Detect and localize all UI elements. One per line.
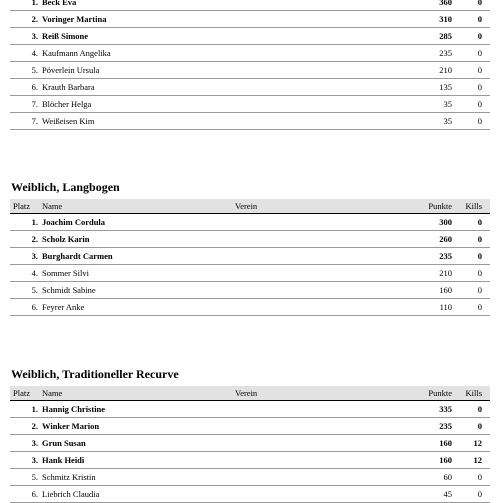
column-header-points: Punkte [428, 201, 452, 211]
section-title: Weiblich, Langbogen [11, 180, 120, 194]
table-row: 5. Pöverlein Ursula 210 0 [10, 62, 490, 79]
table-row: 4. Sommer Silvi 210 0 [10, 265, 490, 282]
results-table-traditional-recurve [10, 386, 490, 503]
column-header-points: Punkte [428, 388, 452, 398]
table-row: 5. Schmidt Sabine 160 0 [10, 282, 490, 299]
table-row: 4. Kaufmann Angelika 235 0 [10, 45, 490, 62]
section-title: Weiblich, Traditioneller Recurve [11, 367, 179, 381]
table-row: 6. Feyrer Anke 110 0 [10, 299, 490, 316]
table-row: 3. Grun Susan 160 12 [10, 435, 490, 452]
table-row: 5. Schmitz Kristin 60 0 [10, 469, 490, 486]
table-row: 7. Blöcher Helga 35 0 [10, 96, 490, 113]
column-header-rank: Platz [13, 388, 30, 398]
table-row: 6. Liebrich Claudia 45 0 [10, 486, 490, 503]
column-header-club: Verein [235, 201, 258, 211]
column-header-kills: Kills [465, 388, 482, 398]
table-header [10, 386, 490, 401]
results-table-top [10, 0, 490, 130]
column-header-kills: Kills [465, 201, 482, 211]
table-row: 3. Burghardt Carmen 235 0 [10, 248, 490, 265]
table-row: 6. Krauth Barbara 135 0 [10, 79, 490, 96]
table-row: 2. Voringer Martina 310 0 [10, 11, 490, 28]
column-header-name: Name [42, 201, 63, 211]
table-header [10, 199, 490, 214]
results-table-langbogen [10, 199, 490, 316]
table-row: 3. Reiß Simone 285 0 [10, 28, 490, 45]
table-row: 2. Winker Marion 235 0 [10, 418, 490, 435]
column-header-rank: Platz [13, 201, 30, 211]
table-row: 7. Weißeisen Kim 35 0 [10, 113, 490, 130]
column-header-name: Name [42, 388, 63, 398]
table-row: 1. Beck Eva 360 0 [10, 0, 490, 11]
column-header-club: Verein [235, 388, 258, 398]
results-rows [10, 0, 490, 130]
table-row: 1. Hannig Christine 335 0 [10, 401, 490, 418]
table-row: 2. Scholz Karin 260 0 [10, 231, 490, 248]
table-row: 1. Joachim Cordula 300 0 [10, 214, 490, 231]
table-row: 3. Hank Heidi 160 12 [10, 452, 490, 469]
